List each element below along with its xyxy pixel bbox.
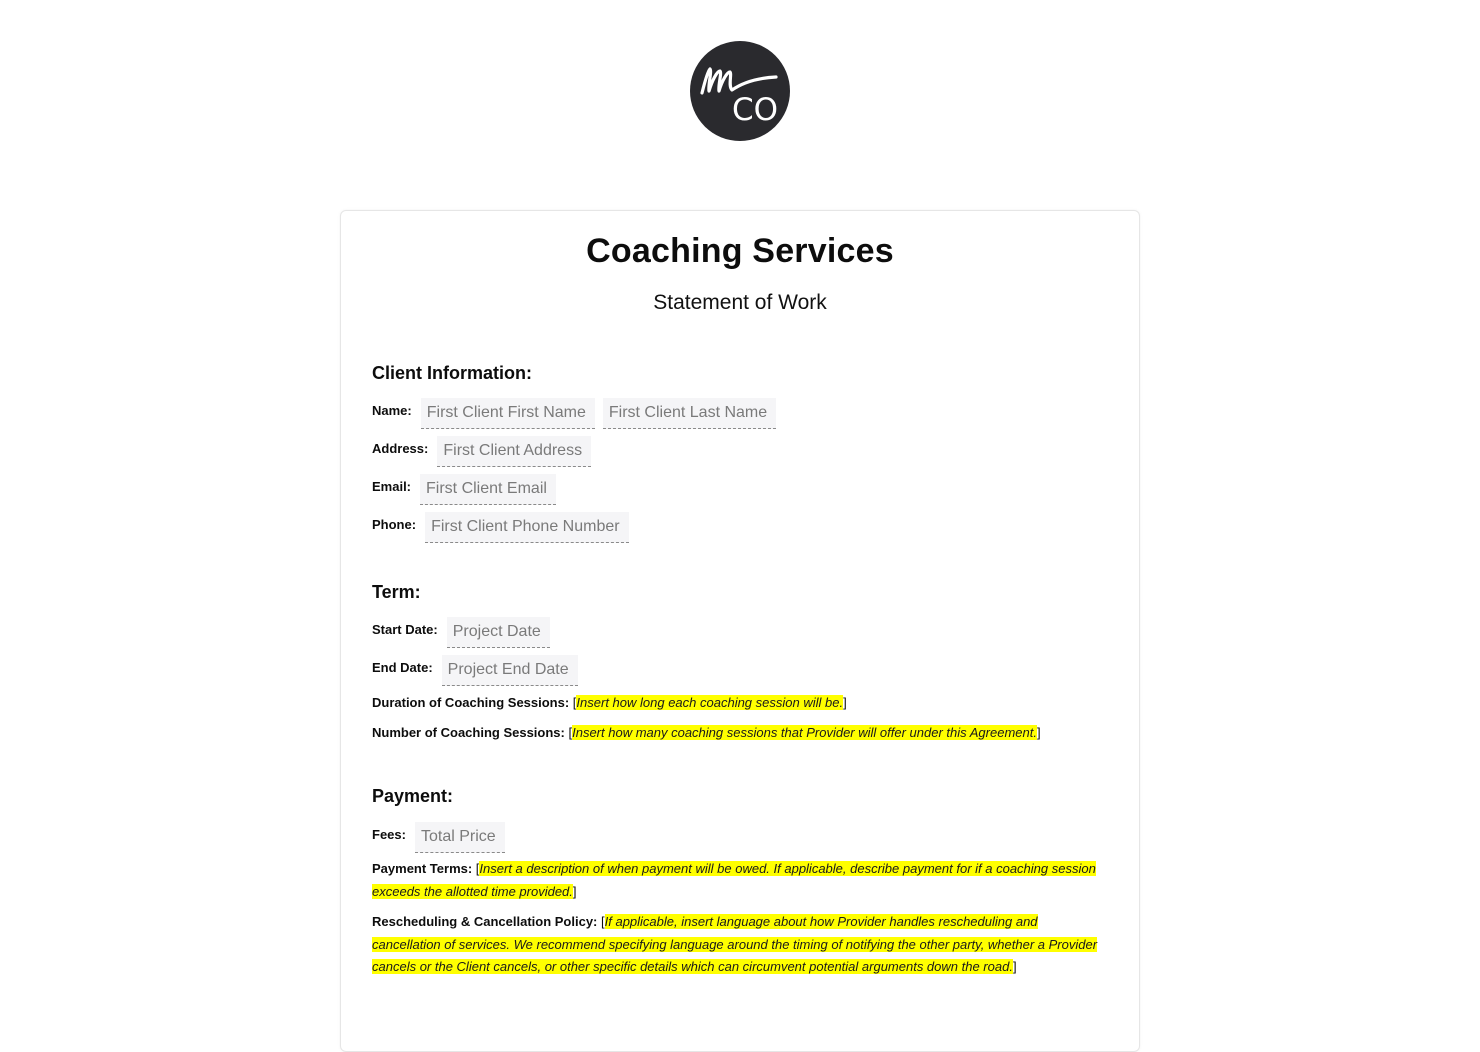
payment-terms-placeholder-text[interactable]: Insert a description of when payment will be owed. If applicable, describe payment for if a coaching session exceeds the allotted time provided. [372,861,1096,899]
payment-terms-paragraph: Payment Terms: [Insert a description of when payment will be owed. If applicable, describe payment for if a coaching session exceeds the allotted time provided.] [372,861,1096,899]
cancellation-policy-placeholder-text[interactable]: If applicable, insert language about how Provider handles rescheduling and cancellation of services. We recommend specifying language around the timing of notifying the other party, whether a Provider cancels or the Client cancels, or other specific details which can circumvent potential arguments down the road. [372,914,1098,974]
term-heading: Term: [372,582,421,602]
email-label: Email: [372,478,412,494]
client-information-heading: Client Information: [372,363,532,383]
cancellation-policy-label: Rescheduling & Cancellation Policy: [372,914,598,929]
start-date-label: Start Date: [372,621,438,637]
email-row [372,472,564,504]
logo-icon [690,41,790,141]
duration-paragraph: Duration of Coaching Sessions: [Insert how long each coaching session will be.] [372,695,847,710]
address-row [372,434,599,466]
email-field[interactable]: First Client Email [420,474,556,505]
phone-field[interactable]: First Client Phone Number [425,512,629,543]
payment-heading: Payment: [372,786,454,806]
phone-row [372,510,637,542]
number-sessions-placeholder-text[interactable]: Insert how many coaching sessions that Provider will offer under this Agreement. [572,725,1037,740]
fees-field[interactable]: Total Price [415,822,505,853]
company-logo [690,41,790,141]
fees-row [372,820,513,852]
number-sessions-paragraph: Number of Coaching Sessions: [Insert how many coaching sessions that Provider will offer under this Agreement.] [372,725,1041,740]
number-sessions-label: Number of Coaching Sessions: [372,725,565,740]
name-row [372,396,784,428]
phone-label: Phone: [372,516,417,532]
end-date-field[interactable]: Project End Date [442,655,578,686]
payment-terms-label: Payment Terms: [372,861,473,876]
fees-label: Fees: [372,826,406,842]
start-date-field[interactable]: Project Date [447,617,550,648]
duration-label: Duration of Coaching Sessions: [372,695,570,710]
document-title: Coaching Services [586,232,894,270]
last-name-field[interactable]: First Client Last Name [603,398,776,429]
address-field[interactable]: First Client Address [437,436,591,467]
duration-placeholder-text[interactable]: Insert how long each coaching session will be. [576,695,844,710]
name-label: Name: [372,402,412,418]
end-date-row [372,653,586,685]
address-label: Address: [372,440,429,456]
cancellation-policy-paragraph: Rescheduling & Cancellation Policy: [If applicable, insert language about how Provider handles rescheduling and cancellation of services. We recommend specifying language around the timing of notifying the other party, whether a Provider cancels or the Client cancels, or other specific details which can circumvent potential arguments down the road.] [372,914,1098,974]
document-subtitle: Statement of Work [653,291,827,314]
start-date-row [372,615,558,647]
logo-text: CO [732,92,779,128]
end-date-label: End Date: [372,659,433,675]
first-name-field[interactable]: First Client First Name [421,398,595,429]
